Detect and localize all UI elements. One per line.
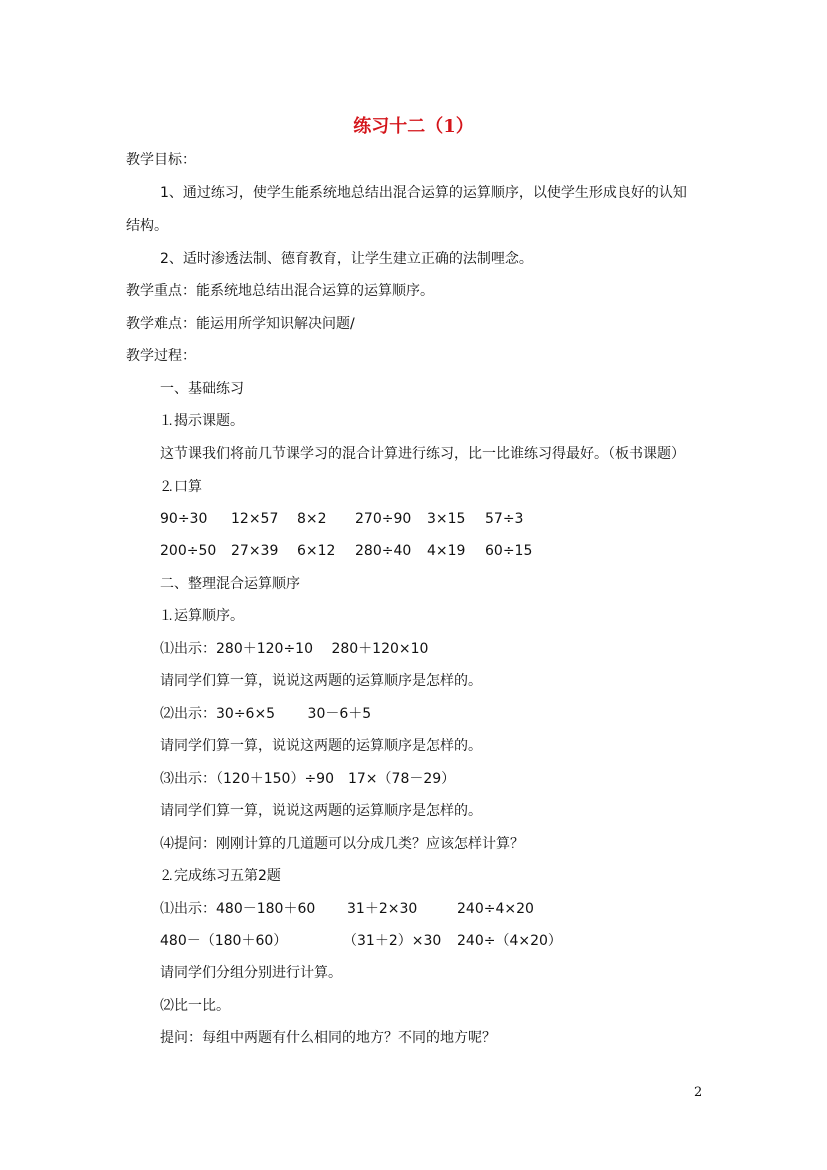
oral-problem: 90÷30 [160, 511, 208, 527]
page-title: 练习十二（1） [353, 116, 474, 137]
section-2-ask-2: 请同学们算一算，说说这两题的运算顺序是怎样的。 [160, 738, 482, 754]
exercise-problem: （31＋2）×30 [343, 933, 442, 949]
section-2-item-1: ⒈运算顺序。 [160, 608, 244, 624]
oral-problem: 280÷40 [355, 543, 412, 559]
exercise-problem: 240÷4×20 [457, 901, 534, 917]
section-2-item-1-3: ⑶出示：（120＋150）÷90 17×（78－29） [160, 771, 456, 787]
oral-problem: 8×2 [297, 511, 327, 527]
exercise-problem: 31＋2×30 [347, 901, 418, 917]
section-2-compare: ⑵比一比。 [160, 998, 230, 1014]
goals-heading: 教学目标： [126, 152, 196, 168]
section-2-item-2: ⒉完成练习五第2题 [160, 868, 281, 884]
exercise-problem: ⑴出示：480－180＋60 [160, 901, 316, 917]
page-number: 2 [694, 1085, 703, 1100]
goal-2: 2、适时渗透法制、德育教育，让学生建立正确的法制哩念。 [160, 251, 533, 267]
difficulty: 教学难点：能运用所学知识解决问题/ [126, 316, 355, 332]
oral-problem: 200÷50 [160, 543, 217, 559]
section-1-item-1-text: 这节课我们将前几节课学习的混合计算进行练习，比一比谁练习得最好。（板书课题） [160, 446, 685, 462]
exercise-problem: 480－（180＋60） [160, 933, 288, 949]
section-1-heading: 一、基础练习 [160, 381, 244, 397]
section-2-ask-3: 请同学们算一算，说说这两题的运算顺序是怎样的。 [160, 803, 482, 819]
goal-1-line-1: 1、通过练习，使学生能系统地总结出混合运算的运算顺序，以使学生形成良好的认知 [160, 185, 687, 201]
section-2-ask-1: 请同学们算一算，说说这两题的运算顺序是怎样的。 [160, 673, 482, 689]
oral-problem: 60÷15 [485, 543, 533, 559]
section-1-item-2: ⒉口算 [160, 479, 202, 495]
section-2-heading: 二、整理混合运算顺序 [160, 576, 300, 592]
process-heading: 教学过程： [126, 348, 196, 364]
section-2-group: 请同学们分组分别进行计算。 [160, 965, 342, 981]
section-1-item-1: ⒈揭示课题。 [160, 413, 244, 429]
section-2-item-1-4: ⑷提问：刚刚计算的几道题可以分成几类？应该怎样计算？ [160, 836, 524, 852]
goal-1-line-2: 结构。 [126, 218, 168, 234]
oral-problem: 27×39 [231, 543, 279, 559]
oral-problem: 6×12 [297, 543, 336, 559]
exercise-problem: 240÷（4×20） [457, 933, 562, 949]
oral-problem: 4×19 [427, 543, 466, 559]
oral-problem: 270÷90 [355, 511, 412, 527]
section-2-item-1-1: ⑴出示：280＋120÷10 280＋120×10 [160, 641, 429, 657]
oral-problem: 57÷3 [485, 511, 524, 527]
key-point: 教学重点：能系统地总结出混合运算的运算顺序。 [126, 283, 434, 299]
section-2-question: 提问：每组中两题有什么相同的地方？不同的地方呢？ [160, 1030, 496, 1046]
oral-problem: 3×15 [427, 511, 466, 527]
oral-problem: 12×57 [231, 511, 279, 527]
section-2-item-1-2: ⑵出示：30÷6×5 30－6＋5 [160, 706, 372, 722]
